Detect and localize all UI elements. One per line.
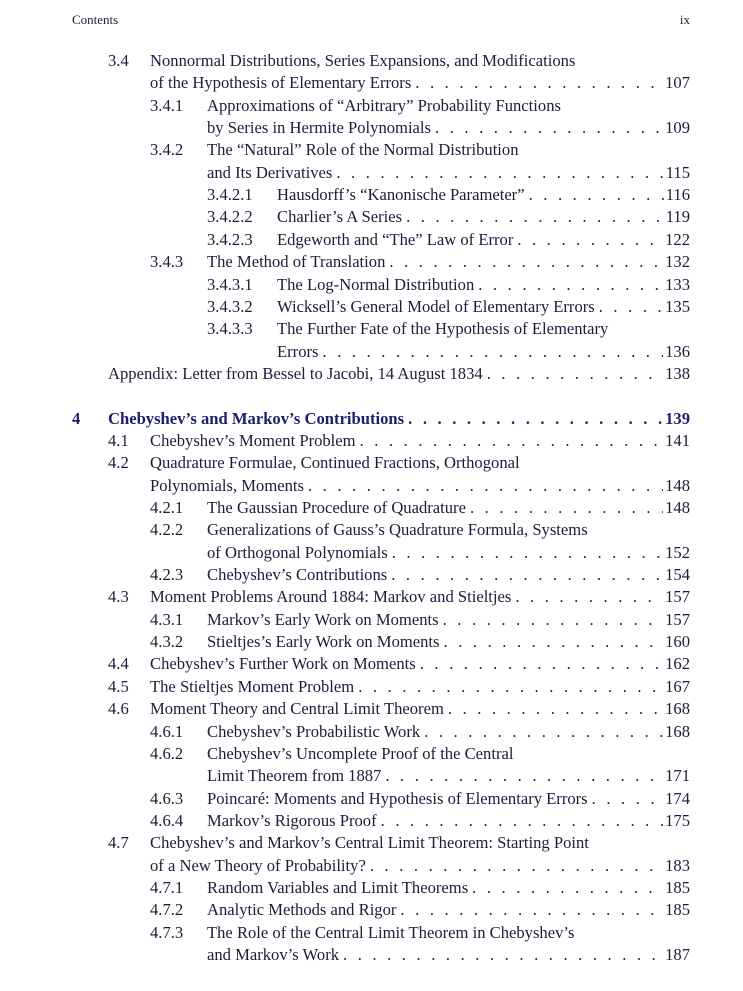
toc-entry-title[interactable]: of Orthogonal Polynomials [207, 542, 388, 562]
toc-entry-number: 4.7.1 [150, 877, 184, 897]
toc-entry-number: 4.6.3 [150, 788, 184, 808]
dot-leader [358, 676, 663, 698]
toc-entry-page[interactable]: 133 [665, 274, 690, 294]
toc-entry-page[interactable]: 139 [665, 408, 690, 428]
toc-entry-line [207, 274, 690, 296]
toc-entry-page[interactable]: 157 [665, 587, 690, 607]
dot-leader [420, 653, 663, 675]
toc-entry-page[interactable]: 136 [665, 341, 690, 361]
dot-leader [370, 855, 663, 877]
dot-leader [472, 877, 663, 899]
toc-entry-number: 4.7 [108, 833, 129, 853]
toc-entry-title[interactable]: The Gaussian Procedure of Quadrature [207, 498, 466, 517]
toc-entry-page[interactable]: 115 [665, 162, 690, 182]
toc-entry-number: 4.3.2 [150, 632, 184, 652]
toc-entry-line [150, 922, 690, 944]
toc-entry-line [150, 877, 690, 899]
toc-entry-number: 4.3.1 [150, 609, 184, 629]
toc-entry-number: 4.2.1 [150, 498, 184, 517]
toc-entry-title[interactable]: Markov’s Early Work on Moments [207, 609, 439, 629]
dot-leader [470, 497, 663, 519]
toc-entry-number: 4.6.1 [150, 721, 184, 741]
toc-entry-number: 4.2 [108, 453, 129, 473]
toc-entry-line [108, 586, 690, 608]
toc-entry-page[interactable]: 141 [665, 430, 690, 450]
toc-entry-page[interactable]: 119 [665, 207, 690, 227]
toc-entry-line [108, 653, 690, 675]
toc-entry-line [150, 788, 690, 810]
page-number: ix [679, 12, 690, 27]
toc-entry-title[interactable]: The “Natural” Role of the Normal Distribution [207, 140, 519, 160]
toc-entry-line [150, 899, 690, 921]
toc-entry-number: 4.1 [108, 430, 129, 450]
toc-entry-page[interactable]: 187 [665, 945, 690, 964]
toc-entry-title[interactable]: and Markov’s Work [207, 945, 340, 964]
toc-entry-number: 4.7.2 [150, 900, 184, 920]
toc-entry-title[interactable]: Charlier’s A Series [277, 207, 403, 227]
toc-entry-line [207, 944, 690, 966]
dot-leader [448, 698, 663, 720]
toc-entry-title[interactable]: Analytic Methods and Rigor [207, 900, 397, 920]
toc-entry-line [72, 408, 690, 430]
toc-entry-title[interactable]: Moment Theory and Central Limit Theorem [150, 699, 444, 719]
toc-entry-title[interactable]: of the Hypothesis of Elementary Errors [150, 73, 412, 93]
dot-leader [529, 184, 664, 206]
toc-entry-number: 4 [72, 408, 81, 428]
toc-entry-page[interactable]: 168 [665, 721, 690, 741]
toc-entry-page[interactable]: 152 [665, 542, 690, 562]
toc-entry-line [150, 497, 690, 519]
toc-entry-title[interactable]: Chebyshev’s Contributions [207, 565, 388, 585]
toc-entry-number: 3.4.2.3 [207, 229, 253, 249]
toc-entry-page[interactable]: 154 [665, 565, 690, 585]
toc-entry-line [150, 609, 690, 631]
dot-leader [360, 430, 664, 452]
dot-leader [385, 765, 663, 787]
toc-entry-title[interactable]: Chebyshev’s Further Work on Moments [150, 654, 416, 674]
toc-entry-page[interactable]: 167 [665, 676, 690, 696]
toc-entry-page[interactable]: 168 [665, 699, 690, 719]
toc-entry-title[interactable]: Wicksell’s General Model of Elementary Errors [277, 296, 595, 316]
toc-entry-line [207, 542, 690, 564]
toc-entry-title[interactable]: The Method of Translation [207, 252, 386, 272]
toc-entry-number: 3.4 [108, 51, 129, 70]
toc-entry-line [150, 721, 690, 743]
dot-leader [408, 408, 663, 430]
toc-entry-title[interactable]: Stieltjes’s Early Work on Moments [207, 632, 440, 652]
toc-entry-line [207, 229, 690, 251]
dot-leader [424, 721, 663, 743]
toc-entry-title[interactable]: The Log-Normal Distribution [277, 274, 475, 294]
toc-entry-line [150, 855, 690, 877]
toc-entry-line [207, 318, 690, 340]
dot-leader [336, 162, 663, 184]
toc-entry-line [150, 72, 690, 94]
dot-leader [381, 810, 663, 832]
toc-entry-line [150, 475, 690, 497]
toc-entry-number: 4.6 [108, 699, 129, 719]
toc-entry-title[interactable]: Generalizations of Gauss’s Quadrature Formula, Systems [207, 520, 588, 540]
toc-entry-title[interactable]: Poincaré: Moments and Hypothesis of Elementary Errors [207, 788, 588, 808]
toc-entry-line [150, 631, 690, 653]
toc-entry-number: 4.2.3 [150, 565, 184, 585]
toc-entry-line [108, 363, 690, 385]
toc-entry-page[interactable]: 157 [665, 609, 690, 629]
toc-entry-title[interactable]: Chebyshev’s Probabilistic Work [207, 721, 421, 741]
toc-entry-line [108, 50, 690, 72]
toc-entry-title[interactable]: The Role of the Central Limit Theorem in Chebyshev’s [207, 922, 575, 942]
toc-entry-page[interactable]: 132 [665, 252, 690, 272]
dot-leader [389, 251, 663, 273]
toc-entry-title[interactable]: Chebyshev’s Moment Problem [150, 430, 356, 450]
toc-entry-page[interactable]: 148 [665, 475, 690, 495]
toc-entry-title[interactable]: Chebyshev’s and Markov’s Central Limit Theorem: Starting Point [150, 833, 589, 853]
toc-entry-number: 3.4.2.2 [207, 207, 253, 227]
toc-entry-title[interactable]: Hausdorff’s “Kanonische Parameter” [277, 185, 525, 205]
toc-entry-line [108, 430, 690, 452]
toc-entry-title[interactable]: Markov’s Rigorous Proof [207, 810, 377, 830]
toc-entry-line [150, 251, 690, 273]
dot-leader [487, 363, 663, 385]
dot-leader [443, 609, 664, 631]
toc-entry-number: 4.3 [108, 587, 129, 607]
toc-entry-number: 4.6.4 [150, 810, 184, 830]
toc-entry-line [207, 206, 690, 228]
toc-entry-title[interactable]: Nonnormal Distributions, Series Expansions, and Modifications [150, 51, 576, 70]
toc-entry-number: 3.4.3.3 [207, 319, 253, 339]
toc-entry-line [108, 676, 690, 698]
toc-entry-line [150, 810, 690, 832]
toc-entry-number: 4.6.2 [150, 743, 184, 763]
dot-leader [599, 296, 663, 318]
toc-entry-page[interactable]: 185 [665, 900, 690, 920]
toc-entry-line [150, 743, 690, 765]
toc-entry-page[interactable]: 183 [665, 855, 690, 875]
toc-entry-title[interactable]: Approximations of “Arbitrary” Probability Functions [207, 95, 561, 115]
toc-entry-page[interactable]: 171 [665, 766, 690, 786]
toc-entry-title[interactable]: Appendix: Letter from Bessel to Jacobi, 14 August 1834 [108, 363, 483, 383]
toc-entry-page[interactable]: 185 [665, 877, 690, 897]
toc-entry-line [108, 832, 690, 854]
toc-entry-page[interactable]: 174 [665, 788, 690, 808]
toc-entry-page[interactable]: 135 [665, 296, 690, 316]
toc-entry-page[interactable]: 109 [665, 118, 690, 138]
toc-entry-number: 3.4.3.2 [207, 296, 253, 316]
toc-entry-line [150, 95, 690, 117]
toc-entry-title[interactable]: of a New Theory of Probability? [150, 855, 366, 875]
running-head-title: Contents [72, 12, 119, 27]
toc-entry-title[interactable]: The Further Fate of the Hypothesis of Elementary [277, 319, 609, 339]
toc-entry-line [108, 698, 690, 720]
toc-entry-page[interactable]: 122 [665, 229, 690, 249]
toc-entry-line [108, 452, 690, 474]
toc-entry-page[interactable]: 160 [665, 632, 690, 652]
toc-entry-number: 3.4.2.1 [207, 185, 253, 205]
toc-entry-line [277, 341, 690, 363]
toc-entry-title[interactable]: Limit Theorem from 1887 [207, 766, 382, 786]
toc-entry-title[interactable]: Random Variables and Limit Theorems [207, 877, 469, 897]
toc-entry-title[interactable]: Edgeworth and “The” Law of Error [277, 229, 514, 249]
toc-entry-number: 3.4.3.1 [207, 274, 253, 294]
toc-entry-title[interactable]: Moment Problems Around 1884: Markov and Stieltjes [150, 587, 512, 607]
dot-leader [415, 72, 663, 94]
toc-entry-line [207, 296, 690, 318]
toc-entry-title[interactable]: Polynomials, Moments [150, 475, 304, 495]
toc-entry-title[interactable]: by Series in Hermite Polynomials [207, 118, 431, 138]
toc-entry-line [207, 162, 690, 184]
toc-entry-line [150, 139, 690, 161]
dot-leader [400, 899, 663, 921]
toc-entry-page[interactable]: 175 [665, 810, 690, 830]
toc-entry-line [207, 184, 690, 206]
toc-entry-title[interactable]: The Stieltjes Moment Problem [150, 676, 355, 696]
dot-leader [444, 631, 664, 653]
toc-entry-line [150, 519, 690, 541]
toc-entry-number: 3.4.3 [150, 252, 184, 272]
toc-entry-title[interactable]: Quadrature Formulae, Continued Fractions, Orthogonal [150, 453, 520, 473]
toc-entry-title[interactable]: Chebyshev’s and Markov’s Contributions [108, 408, 405, 428]
dot-leader [406, 206, 664, 228]
toc-entry-page[interactable]: 116 [665, 185, 690, 205]
toc-entry-title[interactable]: and Its Derivatives [207, 162, 333, 182]
toc-entry-number: 4.7.3 [150, 922, 184, 942]
toc-entry-page[interactable]: 148 [665, 498, 690, 517]
dot-leader [517, 229, 663, 251]
toc-entry-number: 3.4.1 [150, 95, 184, 115]
dot-leader [478, 274, 663, 296]
dot-leader [392, 542, 663, 564]
toc-entry-page[interactable]: 107 [665, 73, 690, 93]
dot-leader [343, 944, 663, 966]
toc-entry-number: 4.2.2 [150, 520, 184, 540]
running-head [72, 12, 690, 28]
dot-leader [308, 475, 663, 497]
toc-entry-page[interactable]: 138 [665, 363, 690, 383]
toc-entry-number: 3.4.2 [150, 140, 184, 160]
toc-entry-number: 4.4 [108, 654, 129, 674]
dot-leader [515, 586, 663, 608]
toc-entry-title[interactable]: Errors [277, 341, 319, 361]
toc-entry-line [207, 117, 690, 139]
toc-entry-number: 4.5 [108, 676, 129, 696]
dot-leader [391, 564, 663, 586]
toc-entry-line [150, 564, 690, 586]
toc-entry-page[interactable]: 162 [665, 654, 690, 674]
toc-entry-line [207, 765, 690, 787]
dot-leader [435, 117, 663, 139]
toc-entry-title[interactable]: Chebyshev’s Uncomplete Proof of the Central [207, 743, 514, 763]
dot-leader [322, 341, 663, 363]
dot-leader [592, 788, 663, 810]
